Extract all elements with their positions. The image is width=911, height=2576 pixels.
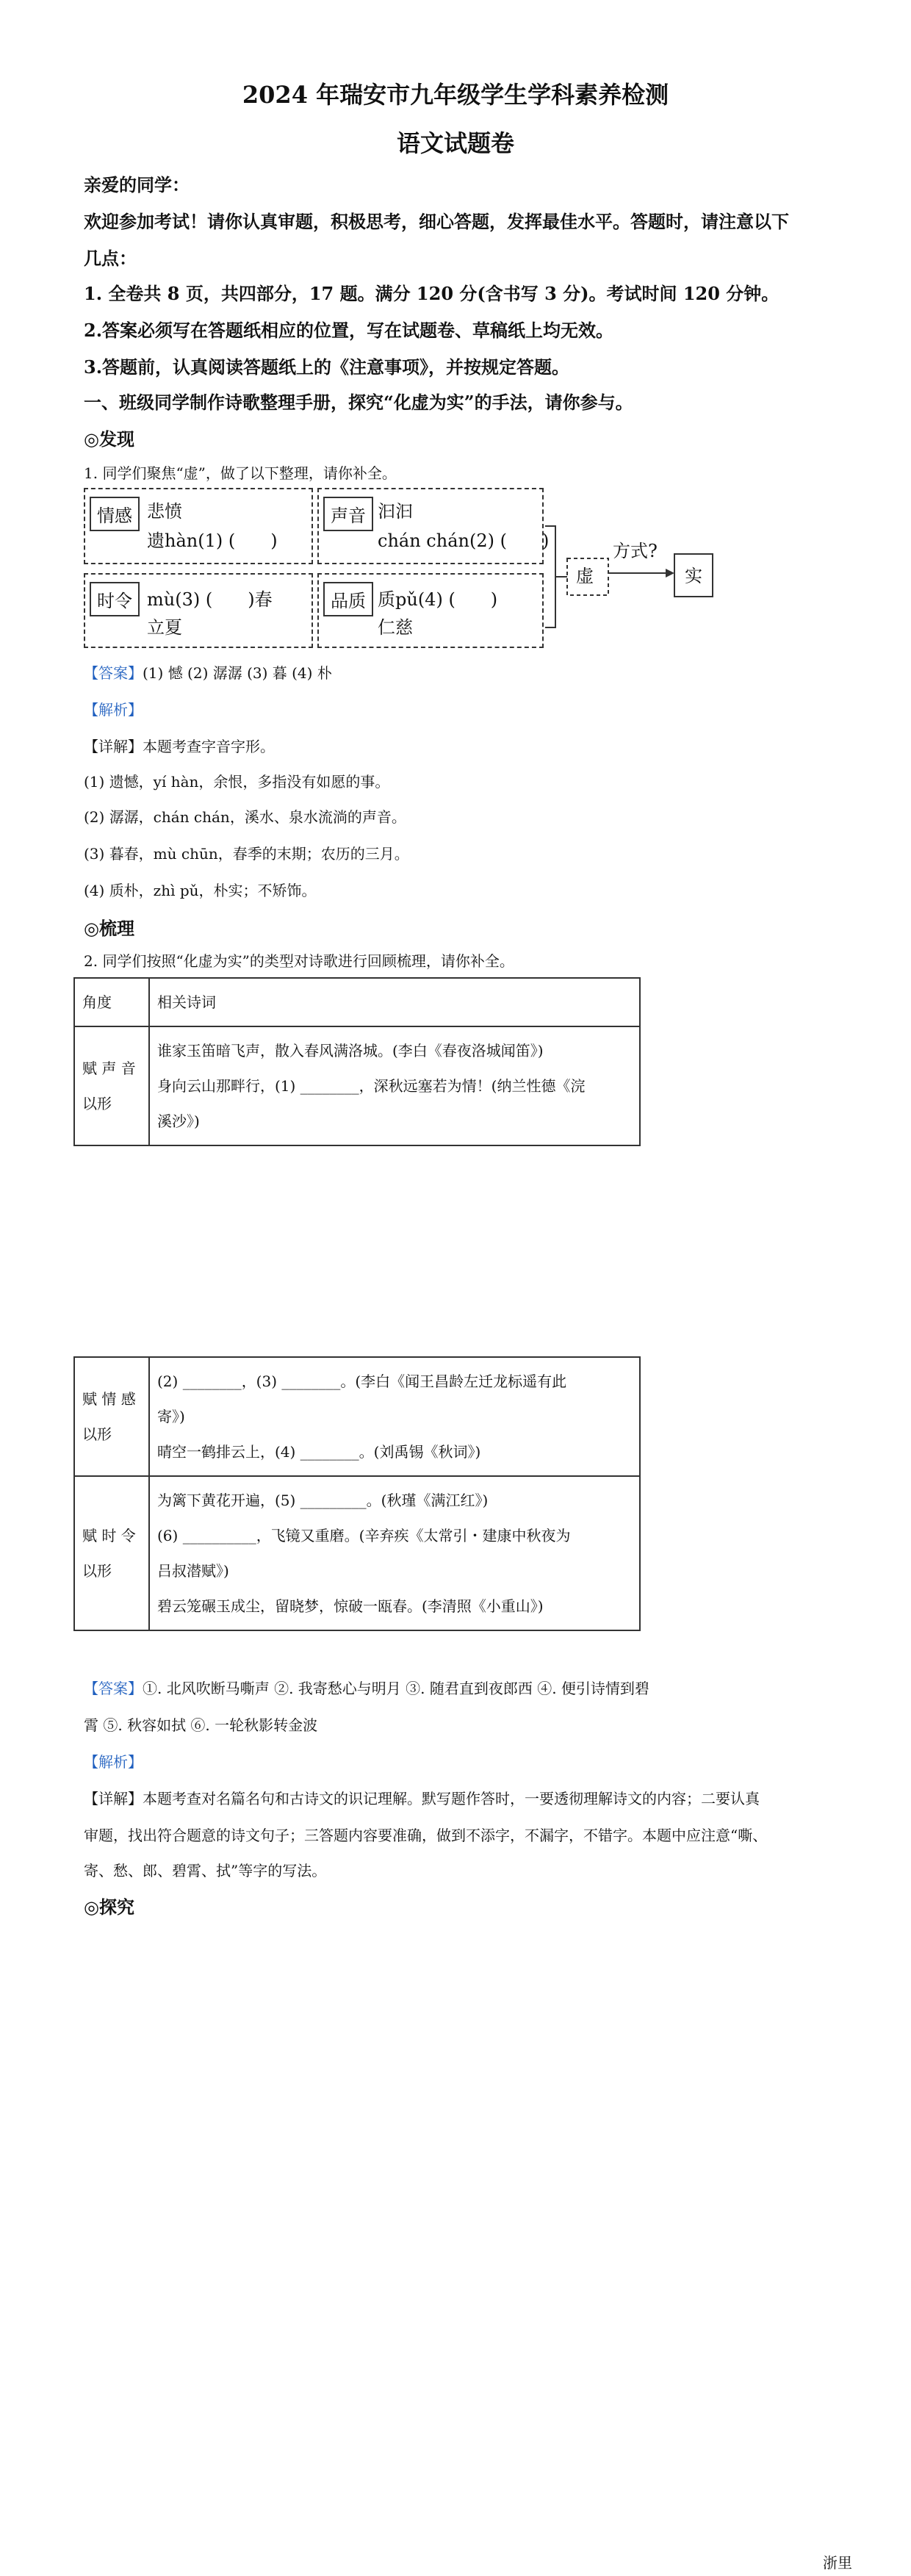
poem-line: 碧云笼碾玉成尘，留晓梦，惊破一瓯春。(李清照《小重山》) bbox=[157, 1597, 544, 1615]
q1-prompt: 1. 同学们聚焦“虚”，做了以下整理，请你补全。 bbox=[84, 464, 397, 482]
season-line-2: 立夏 bbox=[147, 617, 182, 638]
poem-line: 为篱下黄花开遍，(5) _________。(秋瑾《满江红》) bbox=[157, 1492, 489, 1509]
xu-text: 虚 bbox=[576, 566, 594, 586]
table-row bbox=[74, 1476, 640, 1630]
discover-heading: ◎发现 bbox=[84, 428, 134, 450]
emotion-line-1: 悲愤 bbox=[147, 501, 182, 522]
note-1: 1. 全卷共 8 页，共四部分，17 题。满分 120 分(含书写 3 分)。考试时间 120 分钟。 bbox=[84, 283, 779, 304]
row-angle: 赋 声 音 以形 bbox=[74, 1026, 149, 1145]
explore-heading: ◎探究 bbox=[84, 1896, 134, 1918]
page-subtitle: 语文试题卷 bbox=[396, 129, 514, 157]
q1-detail-2: (2) 潺潺，chán chán，溪水、泉水流淌的声音。 bbox=[84, 808, 406, 826]
q2-answer-line-2: 霄 ⑤. 秋容如拭 ⑥. 一轮秋影转金波 bbox=[84, 1716, 318, 1734]
q1-detail-0: 【详解】本题考查字音字形。 bbox=[84, 738, 275, 755]
section-1-title: 一、班级同学制作诗歌整理手册，探究“化虚为实”的手法，请你参与。 bbox=[84, 392, 633, 413]
q1-detail-1: (1) 遗憾，yí hàn，余恨，多指没有如愿的事。 bbox=[84, 773, 390, 791]
season-label: 时令 bbox=[90, 582, 140, 616]
comb-heading: ◎梳理 bbox=[84, 918, 134, 939]
quality-line-1: 质pǔ(4) ( ) bbox=[378, 589, 498, 610]
q2-detail-2: 寄、愁、郎、碧霄、拭”等字的写法。 bbox=[84, 1862, 327, 1879]
q1-answer: (1) 憾 (2) 潺潺 (3) 暮 (4) 朴 bbox=[143, 664, 332, 682]
greeting: 亲爱的同学： bbox=[84, 174, 190, 195]
quality-label: 品质 bbox=[323, 582, 373, 616]
header-angle: 角度 bbox=[74, 978, 149, 1026]
row-poems bbox=[149, 1357, 640, 1476]
footer-watermark: 浙里 bbox=[823, 2554, 852, 2572]
quality-line-2: 仁慈 bbox=[378, 617, 413, 638]
q2-answer-line-1: ①. 北风吹断马嘶声 ②. 我寄愁心与明月 ③. 随君直到夜郎西 ④. 便引诗情到碧 bbox=[143, 1680, 649, 1697]
q1-detail-3: (3) 暮春，mù chūn，春季的末期；农历的三月。 bbox=[84, 845, 409, 863]
q1-answer-tag: 【答案】 bbox=[84, 664, 143, 682]
q2-prompt: 2. 同学们按照“化虚为实”的类型对诗歌进行回顾梳理，请你补全。 bbox=[84, 952, 514, 970]
emotion-label: 情感 bbox=[90, 497, 140, 531]
sound-label: 声音 bbox=[323, 497, 373, 531]
season-line-1: mù(3) ( )春 bbox=[147, 589, 273, 610]
poem-line: 寄》) bbox=[157, 1408, 185, 1425]
table-row bbox=[74, 1357, 640, 1476]
header-poems: 相关诗词 bbox=[149, 978, 640, 1026]
note-2: 2.答案必须写在答题纸相应的位置，写在试题卷、草稿纸上均无效。 bbox=[84, 320, 614, 341]
q1-detail-4: (4) 质朴，zhì pǔ，朴实；不矫饰。 bbox=[84, 882, 317, 899]
poem-table-2 bbox=[73, 1356, 641, 1631]
row-poems bbox=[149, 1476, 640, 1630]
q1-analysis-tag: 【解析】 bbox=[84, 701, 143, 719]
row-angle: 赋 时 令 以形 bbox=[74, 1476, 149, 1630]
note-3: 3.答题前，认真阅读答题纸上的《注意事项》，并按规定答题。 bbox=[84, 356, 570, 378]
q2-detail-1: 审题，找出符合题意的诗文句子；三答题内容要准确，做到不添字，不漏字，不错字。本题中应注意“嘶、 bbox=[84, 1827, 768, 1844]
arrow-head bbox=[666, 569, 674, 578]
bracket-line bbox=[545, 526, 555, 627]
poem-line: (6) __________，飞镜又重磨。(辛弃疾《太常引・建康中秋夜为 bbox=[157, 1527, 571, 1544]
poem-line: (2) ________，(3) ________。(李白《闻王昌龄左迁龙标遥有此 bbox=[157, 1372, 567, 1390]
table-header-row bbox=[74, 978, 640, 1026]
page-title: 2024 年瑞安市九年级学生学科素养检测 bbox=[242, 81, 669, 109]
sound-line-2: chán chán(2) ( ) bbox=[378, 530, 550, 551]
row-poems bbox=[149, 1026, 640, 1145]
q2-answer-tag: 【答案】 bbox=[84, 1680, 143, 1697]
table-row bbox=[74, 1026, 640, 1145]
poem-line: 溪沙》) bbox=[157, 1112, 200, 1130]
poem-line: 晴空一鹤排云上，(4) ________。(刘禹锡《秋词》) bbox=[157, 1443, 481, 1461]
intro-line-1: 欢迎参加考试！请你认真审题，积极思考，细心答题，发挥最佳水平。答题时，请注意以下 bbox=[84, 211, 789, 232]
emotion-line-2: 遗hàn(1) ( ) bbox=[147, 530, 278, 551]
poem-line: 身向云山那畔行，(1) ________，深秋远塞若为情！(纳兰性德《浣 bbox=[157, 1077, 586, 1095]
poem-table-1 bbox=[73, 977, 641, 1146]
q2-detail-0: 【详解】本题考查对名篇名句和古诗文的识记理解。默写题作答时，一要透彻理解诗文的内容；二要认真 bbox=[84, 1790, 760, 1807]
poem-line: 谁家玉笛暗飞声，散入春风满洛城。(李白《春夜洛城闻笛》) bbox=[157, 1042, 544, 1059]
q2-analysis-tag: 【解析】 bbox=[84, 1753, 143, 1771]
shi-text: 实 bbox=[685, 566, 702, 586]
arrow-label: 方式? bbox=[613, 541, 658, 561]
intro-line-2: 几点： bbox=[84, 248, 137, 269]
poem-line: 吕叔潜赋》) bbox=[157, 1562, 229, 1580]
row-angle: 赋 情 感 以形 bbox=[74, 1357, 149, 1476]
sound-line-1: 汩汩 bbox=[378, 501, 413, 522]
